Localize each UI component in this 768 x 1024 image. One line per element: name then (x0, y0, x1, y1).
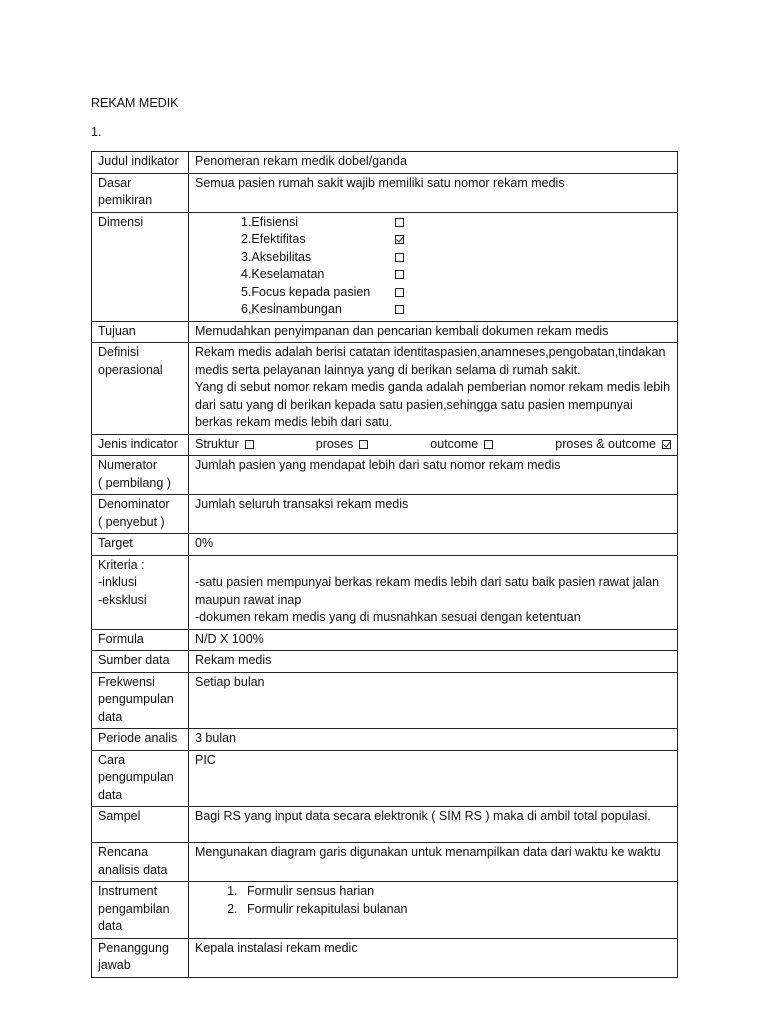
row-numerator (92, 456, 678, 495)
instrument-item: 1. Formulir sensus harian (241, 883, 671, 901)
label-frekwensi (92, 672, 189, 729)
label-denominator-line1: Denominator (98, 497, 170, 511)
label-jenis: Jenis indicator (92, 434, 189, 456)
definisi-paragraph: Rekam medis adalah berisi catatan identitaspasien,anamneses,pengobatan,tindakan medis serta pelayanan lainnya yang di berikan selama di rumah sakit. (195, 345, 666, 377)
dimensi-list (195, 214, 671, 319)
definisi-paragraph: Yang di sebut nomor rekam medis ganda adalah pemberian nomor rekam medis lebih dari satu yang di berikan kepada satu pasien,sehingga satu pasien mempunyai berkas rekam medis lebih dari satu. (195, 380, 671, 429)
jenis-option-label: proses (315, 436, 354, 451)
dimensi-item (195, 301, 671, 319)
label-instrument (92, 882, 189, 939)
label-dimensi: Dimensi (92, 212, 189, 321)
dimensi-item-label: 3.Aksebilitas (241, 249, 312, 264)
dimensi-item (195, 266, 671, 284)
label-penanggung-line1: Penanggung (98, 940, 169, 955)
label-dasar-line1: Dasar (98, 175, 132, 190)
label-kriteria (92, 555, 189, 629)
row-judul (92, 152, 678, 174)
checkbox-icon[interactable] (395, 270, 404, 279)
label-rencana-line1: Rencana (98, 845, 149, 859)
value-denominator: Jumlah seluruh transaksi rekam medis (189, 495, 678, 534)
checkbox-icon[interactable] (484, 440, 493, 449)
label-sumber: Sumber data (92, 651, 189, 673)
value-cara: PIC (189, 750, 678, 807)
label-denominator-line2: ( penyebut ) (98, 514, 165, 529)
label-dasar-line2: pemikiran (98, 193, 153, 207)
row-definisi (92, 343, 678, 435)
value-sampel: Bagi RS yang input data secara elektronik ( SIM RS ) maka di ambil total populasi. (189, 807, 678, 843)
row-dimensi (92, 212, 678, 321)
row-target (92, 534, 678, 556)
value-definisi (189, 343, 678, 435)
label-sampel: Sampel (92, 807, 189, 843)
label-kriteria-line3: -eksklusi (98, 592, 147, 607)
label-cara (92, 750, 189, 807)
dimensi-item-label: 4.Keselamatan (241, 267, 325, 281)
label-penanggung (92, 938, 189, 977)
checkbox-icon[interactable] (395, 288, 404, 297)
row-frekwensi (92, 672, 678, 729)
jenis-option (195, 436, 254, 454)
value-instrument (189, 882, 678, 939)
row-periode (92, 729, 678, 751)
label-frekwensi-line3: data (98, 709, 123, 724)
indicator-table (91, 151, 678, 978)
label-periode: Periode analis (92, 729, 189, 751)
value-tujuan: Memudahkan penyimpanan dan pencarian kembali dokumen rekam medis (189, 321, 678, 343)
label-instrument-line3: data (98, 919, 123, 933)
checkbox-icon[interactable] (395, 253, 404, 262)
checkbox-icon[interactable] (395, 305, 404, 314)
label-dasar (92, 173, 189, 212)
checkbox-icon[interactable] (662, 440, 671, 449)
dimensi-item-label: 5.Focus kepada pasien (241, 284, 371, 299)
label-numerator (92, 456, 189, 495)
label-denominator (92, 495, 189, 534)
value-formula: N/D X 100% (189, 629, 678, 651)
checkbox-icon[interactable] (395, 235, 404, 244)
jenis-options (195, 436, 671, 454)
value-frekwensi: Setiap bulan (189, 672, 678, 729)
section-number: 1. (91, 125, 102, 139)
checkbox-icon[interactable] (359, 440, 368, 449)
jenis-option-label: proses & outcome (555, 436, 656, 451)
label-tujuan: Tujuan (92, 321, 189, 343)
label-frekwensi-line1: Frekwensi (98, 674, 155, 689)
label-rencana (92, 843, 189, 882)
row-dasar (92, 173, 678, 212)
dimensi-item-label: 2.Efektifitas (241, 232, 306, 246)
label-judul: Judul indikator (92, 152, 189, 174)
label-kriteria-line2: -inklusi (98, 575, 137, 589)
dimensi-item (195, 249, 671, 267)
instrument-list (195, 883, 671, 918)
label-definisi-line1: Definisi (98, 345, 139, 359)
dimensi-item-label: 6,Kesinambungan (241, 302, 342, 316)
label-cara-line3: data (98, 787, 123, 802)
value-target: 0% (189, 534, 678, 556)
jenis-option (430, 436, 493, 454)
dimensi-item-label: 1.Efisiensi (241, 214, 298, 229)
document-title: REKAM MEDIK (91, 96, 179, 110)
value-penanggung: Kepala instalasi rekam medic (189, 938, 678, 977)
label-rencana-line2: analisis data (98, 862, 168, 877)
dimensi-item (195, 231, 671, 249)
label-cara-line2: pengumpulan (98, 770, 174, 784)
value-sumber: Rekam medis (189, 651, 678, 673)
label-kriteria-line1: Kriteria : (98, 557, 145, 572)
kriteria-inklusi: -satu pasien mempunyai berkas rekam medis lebih dari satu baik pasien rawat jalan maupun rawat inap (195, 575, 660, 607)
label-penanggung-line2: jawab (98, 958, 131, 972)
row-sumber (92, 651, 678, 673)
row-penanggung (92, 938, 678, 977)
row-cara (92, 750, 678, 807)
value-periode: 3 bulan (189, 729, 678, 751)
label-numerator-line2: ( pembilang ) (98, 475, 171, 490)
checkbox-icon[interactable] (395, 218, 404, 227)
kriteria-eksklusi: -dokumen rekam medis yang di musnahkan sesuai dengan ketentuan (195, 610, 581, 624)
label-formula: Formula (92, 629, 189, 651)
jenis-option-label: outcome (430, 436, 479, 451)
instrument-item: 2. Formulir rekapitulasi bulanan (241, 901, 671, 919)
row-jenis (92, 434, 678, 456)
value-dasar: Semua pasien rumah sakit wajib memiliki satu nomor rekam medis (189, 173, 678, 212)
row-instrument (92, 882, 678, 939)
label-cara-line1: Cara (98, 752, 126, 767)
row-kriteria (92, 555, 678, 629)
value-kriteria (189, 555, 678, 629)
value-dimensi (189, 212, 678, 321)
label-instrument-line1: Instrument (98, 884, 158, 898)
label-frekwensi-line2: pengumpulan (98, 692, 174, 706)
jenis-option-label: Struktur (195, 436, 239, 451)
label-instrument-line2: pengambilan (98, 901, 170, 916)
dimensi-item (195, 214, 671, 232)
row-tujuan (92, 321, 678, 343)
value-numerator: Jumlah pasien yang mendapat lebih dari satu nomor rekam medis (189, 456, 678, 495)
value-rencana: Mengunakan diagram garis digunakan untuk menampilkan data dari waktu ke waktu (189, 843, 678, 882)
value-judul: Penomeran rekam medik dobel/ganda (189, 152, 678, 174)
checkbox-icon[interactable] (245, 440, 254, 449)
label-definisi-line2: operasional (98, 362, 163, 377)
kriteria-spacer (195, 557, 671, 575)
row-formula (92, 629, 678, 651)
value-jenis (189, 434, 678, 456)
label-target: Target (92, 534, 189, 556)
dimensi-item (195, 284, 671, 302)
label-numerator-line1: Numerator (98, 458, 158, 472)
row-denominator (92, 495, 678, 534)
label-definisi (92, 343, 189, 435)
jenis-option (316, 436, 369, 454)
row-sampel (92, 807, 678, 843)
row-rencana (92, 843, 678, 882)
jenis-option (555, 436, 671, 454)
